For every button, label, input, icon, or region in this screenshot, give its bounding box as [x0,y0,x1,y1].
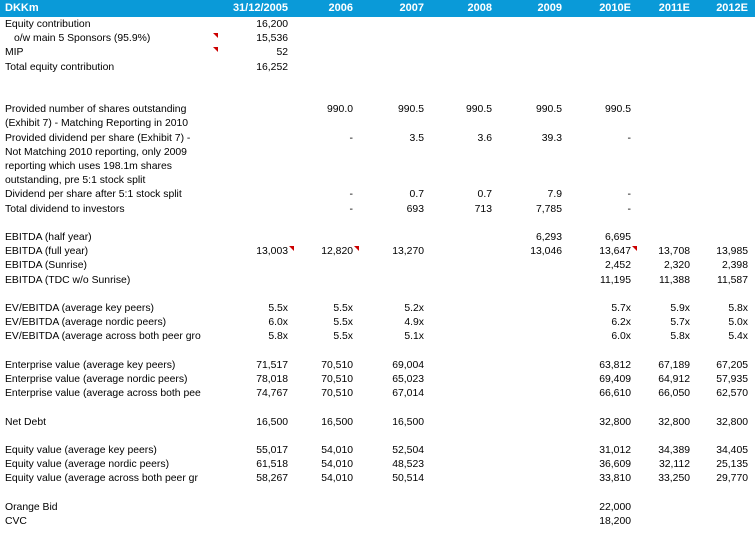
row-label[interactable]: CVC [5,516,27,527]
value-cell-2009[interactable]: 13,046 [530,246,562,258]
value-cell-2010E[interactable]: 13,647 [599,246,631,258]
header-col-1: 31/12/2005 [232,2,288,14]
value-cell-31/12/2005[interactable]: 16,500 [256,416,288,428]
value-cell-2006[interactable]: 70,510 [321,359,353,371]
header-units: DKKm [5,2,39,14]
header-col-7: 2011E [658,2,690,14]
value-cell-31/12/2005[interactable]: 55,017 [256,445,288,456]
value-cell-2007[interactable]: 69,004 [392,359,424,371]
row-label[interactable]: Equity contribution [5,19,91,30]
value-cell-2010E[interactable]: 11,195 [599,274,631,286]
value-cell-2012E[interactable]: 5.8x [728,303,748,314]
value-cell-2009[interactable]: 39.3 [541,132,562,144]
value-cell-2007[interactable]: 4.9x [404,317,424,329]
value-cell-2006[interactable]: 54,010 [321,473,353,485]
value-cell-2006[interactable]: 16,500 [321,416,353,428]
value-cell-2010E[interactable]: 32,800 [599,416,631,428]
value-cell-2006[interactable]: 5.5x [333,303,353,314]
row-label[interactable]: Enterprise value (average across both pee [5,388,201,400]
value-cell-2010E[interactable]: 990.5 [604,104,631,116]
value-cell-2007[interactable]: 50,514 [392,473,424,485]
value-cell-2006[interactable]: 5.5x [333,331,353,343]
value-cell-31/12/2005[interactable]: 71,517 [256,359,288,371]
value-cell-2006[interactable]: 54,010 [321,459,353,471]
value-cell-2011E[interactable]: 64,912 [658,374,690,385]
value-cell-2011E[interactable]: 13,708 [658,246,690,258]
value-cell-2006[interactable]: 5.5x [333,317,353,329]
row-label[interactable]: Equity value (average nordic peers) [5,459,170,471]
row-label[interactable]: o/w main 5 Sponsors (95.9%) [14,33,151,45]
row-label[interactable]: Orange Bid [5,501,58,513]
value-cell-2009[interactable]: 6,293 [535,232,562,243]
row-label[interactable]: Enterprise value (average key peers) [5,359,176,371]
value-cell-2011E[interactable]: 2,320 [663,260,690,272]
value-cell-31/12/2005[interactable]: 61,518 [256,459,288,471]
value-cell-2007[interactable]: 990.5 [397,104,424,116]
row-label[interactable]: Provided number of shares outstanding [5,104,187,116]
header-col-4: 2008 [467,2,492,14]
value-cell-31/12/2005[interactable]: 16,200 [256,19,288,30]
value-cell-2011E[interactable]: 67,189 [658,359,690,371]
value-cell-2008[interactable]: 990.5 [465,104,492,116]
value-cell-31/12/2005[interactable]: 6.0x [268,317,288,329]
comment-marker-icon[interactable] [213,33,218,38]
row-label[interactable]: Equity value (average across both peer gr [5,473,198,485]
value-cell-2008[interactable]: 3.6 [477,132,492,144]
row-label[interactable]: EBITDA (half year) [5,232,92,243]
value-cell-2006[interactable]: 70,510 [321,374,353,385]
value-cell-2010E[interactable]: 66,610 [599,388,631,400]
row-label[interactable]: Provided dividend per share (Exhibit 7) - [5,132,191,144]
row-label[interactable]: EBITDA (Sunrise) [5,260,87,272]
value-cell-2007[interactable]: 3.5 [409,132,424,144]
value-cell-31/12/2005[interactable]: 78,018 [256,374,288,385]
row-label[interactable]: EV/EBITDA (average across both peer gro [5,331,201,343]
value-cell-2007[interactable]: 52,504 [392,445,424,456]
header-col-6: 2010E [599,2,631,14]
value-cell-2007[interactable]: 0.7 [409,189,424,201]
value-cell-2011E[interactable]: 5.9x [670,303,690,314]
row-label[interactable]: EV/EBITDA (average key peers) [5,303,154,314]
value-cell-2012E[interactable]: 57,935 [716,374,748,385]
value-cell-2010E[interactable]: 22,000 [599,501,631,513]
value-cell-2011E[interactable]: 33,250 [658,473,690,485]
row-label[interactable]: Net Debt [5,416,47,428]
value-cell-2011E[interactable]: 11,388 [658,274,690,286]
row-label[interactable]: Total equity contribution [5,61,115,73]
value-cell-31/12/2005[interactable]: 5.5x [268,303,288,314]
row-label[interactable]: Dividend per share after 5:1 stock split [5,189,182,201]
header-col-3: 2007 [399,2,424,14]
value-cell-2007[interactable]: 16,500 [392,416,424,428]
value-cell-31/12/2005[interactable]: 16,252 [256,61,288,73]
comment-marker-icon[interactable] [213,47,218,52]
row-label[interactable]: Equity value (average key peers) [5,445,157,456]
value-cell-31/12/2005[interactable]: 58,267 [256,473,288,485]
value-cell-2011E[interactable]: 32,112 [658,459,690,471]
value-cell-2010E[interactable]: 63,812 [599,359,631,371]
value-cell-2012E[interactable]: 25,135 [716,459,748,471]
value-cell-2010E[interactable]: - [627,203,631,215]
value-cell-2010E[interactable]: 6.0x [611,331,631,343]
value-cell-2011E[interactable]: 34,389 [658,445,690,456]
value-cell-2012E[interactable]: 13,985 [716,246,748,258]
header-col-8: 2012E [716,2,748,14]
value-cell-2007[interactable]: 693 [406,203,424,215]
value-cell-2011E[interactable]: 32,800 [658,416,690,428]
value-cell-2006[interactable]: - [349,132,353,144]
value-cell-2006[interactable]: - [349,189,353,201]
value-cell-2010E[interactable]: 36,609 [599,459,631,471]
value-cell-2006[interactable]: 54,010 [321,445,353,456]
value-cell-2007[interactable]: 67,014 [392,388,424,400]
value-cell-2010E[interactable]: - [627,132,631,144]
row-label[interactable]: EBITDA (TDC w/o Sunrise) [5,274,131,286]
value-cell-2010E[interactable]: 6,695 [604,232,631,243]
header-row [0,0,755,17]
value-cell-2012E[interactable]: 62,570 [716,388,748,400]
value-cell-2009[interactable]: 7.9 [547,189,562,201]
value-cell-2012E[interactable]: 11,587 [716,274,748,286]
header-col-2: 2006 [328,2,353,14]
value-cell-2010E[interactable]: 33,810 [599,473,631,485]
value-cell-2010E[interactable]: 31,012 [599,445,631,456]
value-cell-2012E[interactable]: 34,405 [716,445,748,456]
value-cell-31/12/2005[interactable]: 15,536 [256,33,288,45]
value-cell-2006[interactable]: - [349,203,353,215]
value-cell-2010E[interactable]: 69,409 [599,374,631,385]
row-label[interactable]: outstanding, pre 5:1 stock split [5,175,146,187]
value-cell-31/12/2005[interactable]: 74,767 [256,388,288,400]
value-cell-2009[interactable]: 990.5 [535,104,562,116]
value-cell-2007[interactable]: 13,270 [392,246,424,258]
value-cell-2011E[interactable]: 66,050 [658,388,690,400]
value-cell-2012E[interactable]: 32,800 [716,416,748,428]
value-cell-2012E[interactable]: 67,205 [716,359,748,371]
row-label[interactable]: reporting which uses 198.1m shares [5,161,172,172]
value-cell-2010E[interactable]: 18,200 [599,516,631,527]
value-cell-2010E[interactable]: - [627,189,631,201]
row-label[interactable]: Enterprise value (average nordic peers) [5,374,188,385]
value-cell-2009[interactable]: 7,785 [535,203,562,215]
value-cell-2010E[interactable]: 2,452 [604,260,631,272]
value-cell-2010E[interactable]: 6.2x [611,317,631,329]
header-col-5: 2009 [537,2,562,14]
value-cell-31/12/2005[interactable]: 52 [276,47,288,59]
value-cell-2011E[interactable]: 5.7x [670,317,690,329]
row-label[interactable]: EBITDA (full year) [5,246,89,258]
value-cell-2012E[interactable]: 5.0x [728,317,748,329]
value-cell-2007[interactable]: 5.2x [404,303,424,314]
value-cell-2012E[interactable]: 2,398 [721,260,748,272]
value-cell-2011E[interactable]: 5.8x [670,331,690,343]
value-cell-2006[interactable]: 990.0 [326,104,353,116]
value-cell-2007[interactable]: 48,523 [392,459,424,471]
value-cell-2007[interactable]: 5.1x [404,331,424,343]
row-label[interactable]: EV/EBITDA (average nordic peers) [5,317,167,329]
value-cell-2012E[interactable]: 29,770 [716,473,748,485]
row-label[interactable]: Total dividend to investors [5,203,125,215]
value-cell-2012E[interactable]: 5.4x [728,331,748,343]
value-cell-2006[interactable]: 12,820 [321,246,353,258]
value-cell-2007[interactable]: 65,023 [392,374,424,385]
row-label[interactable]: Not Matching 2010 reporting, only 2009 [5,146,187,158]
value-cell-2006[interactable]: 70,510 [321,388,353,400]
value-cell-2008[interactable]: 713 [474,203,492,215]
value-cell-31/12/2005[interactable]: 13,003 [256,246,288,258]
row-label[interactable]: (Exhibit 7) - Matching Reporting in 2010 [5,118,189,130]
value-cell-2008[interactable]: 0.7 [477,189,492,201]
value-cell-2010E[interactable]: 5.7x [611,303,631,314]
row-label[interactable]: MIP [5,47,24,59]
value-cell-31/12/2005[interactable]: 5.8x [268,331,288,343]
